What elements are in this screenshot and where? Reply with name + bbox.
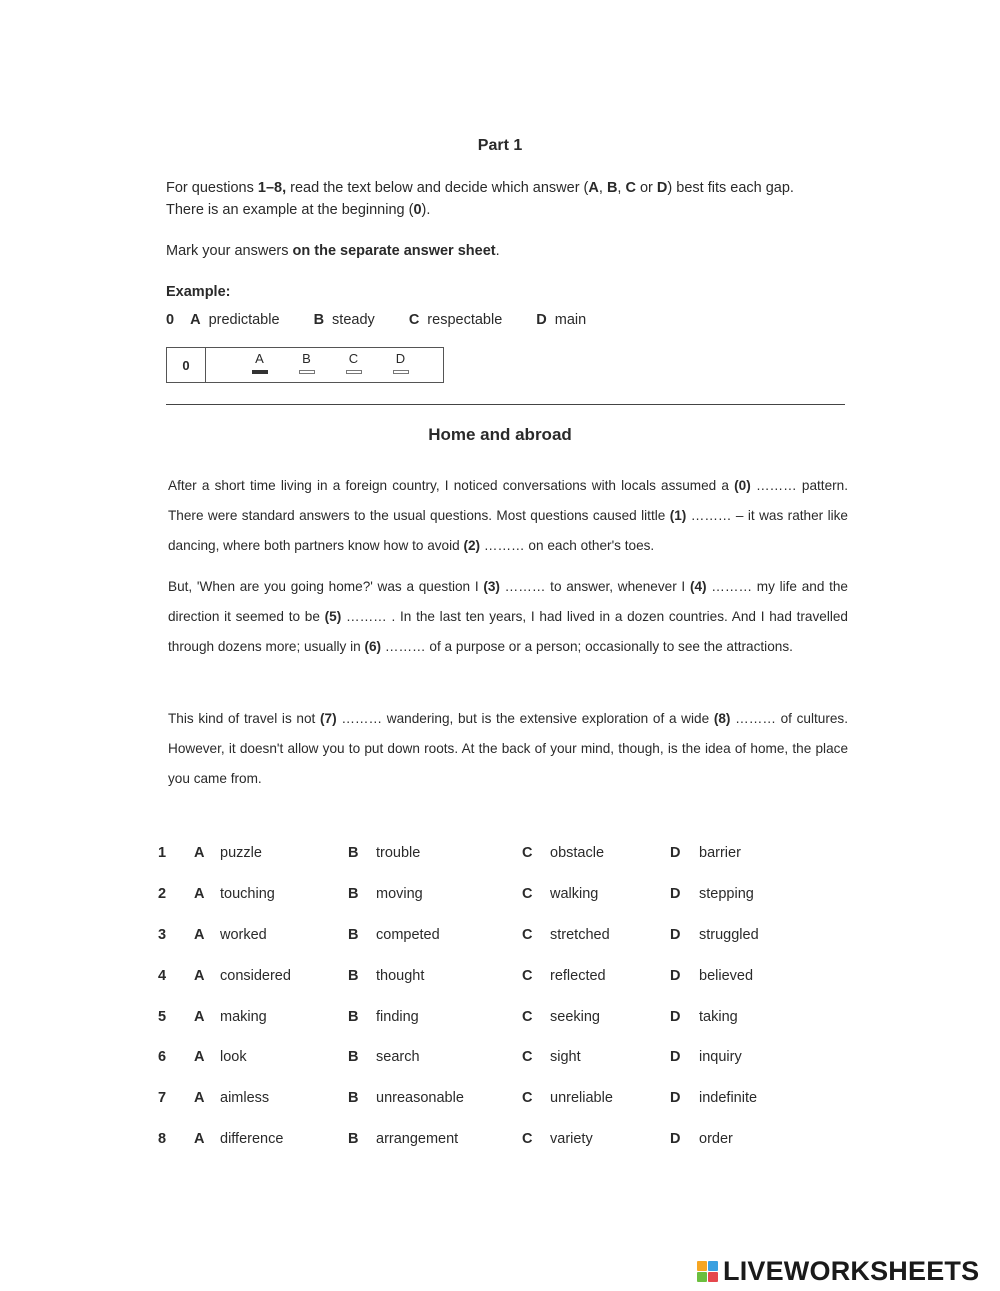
option-letter-b: B: [348, 845, 359, 861]
instr-text: ,: [598, 180, 607, 196]
example-option-d: [536, 312, 586, 328]
option-letter-c: C: [522, 845, 533, 861]
option-word-d[interactable]: believed: [699, 968, 754, 984]
option-word-d[interactable]: inquiry: [699, 1049, 742, 1065]
option-word-c[interactable]: stretched: [550, 927, 610, 943]
answer-mark-empty: [346, 370, 362, 374]
question-row: [158, 1009, 798, 1029]
option-letter-b: B: [348, 1009, 359, 1025]
logo-grid-icon: [697, 1261, 718, 1282]
gap-5: (5): [324, 609, 342, 624]
option-word-c[interactable]: seeking: [550, 1009, 600, 1025]
option-word-b[interactable]: arrangement: [376, 1131, 459, 1147]
para-text: After a short time living in a foreign country, I noticed conversations with locals assumed a: [168, 478, 735, 493]
answer-box-letter: B: [302, 351, 311, 366]
option-letter: D: [536, 312, 547, 328]
option-letter-c: C: [522, 1131, 533, 1147]
option-letter-a: A: [194, 1009, 205, 1025]
logo-square: [697, 1261, 707, 1271]
question-row: [158, 1131, 798, 1151]
option-word-d[interactable]: order: [699, 1131, 733, 1147]
option-word-b[interactable]: unreasonable: [376, 1090, 464, 1106]
question-row: [158, 886, 798, 906]
question-number: 5: [158, 1009, 167, 1025]
option-word-c[interactable]: reflected: [550, 968, 606, 984]
option-letter-b: B: [348, 927, 359, 943]
option-letter-d: D: [670, 886, 681, 902]
example-option-b: [314, 312, 375, 328]
mark-instructions: [166, 241, 500, 261]
gap-7: (7): [320, 711, 337, 726]
answer-mark-filled: [252, 370, 268, 374]
answer-box-option-b[interactable]: [283, 348, 330, 382]
option-word-a[interactable]: aimless: [220, 1090, 270, 1106]
question-number: 8: [158, 1131, 167, 1147]
option-letter-b: B: [348, 1131, 359, 1147]
question-number: 1: [158, 845, 167, 861]
question-row: [158, 927, 798, 947]
para-text: But, 'When are you going home?' was a question I: [168, 579, 484, 594]
question-row: [158, 845, 798, 865]
option-letter-c: C: [522, 1049, 533, 1065]
option-letter-a: A: [194, 886, 205, 902]
answer-mark-empty: [299, 370, 315, 374]
option-word-d[interactable]: struggled: [699, 927, 759, 943]
option-letter-a: A: [194, 1049, 205, 1065]
option-word-a[interactable]: considered: [220, 968, 291, 984]
question-row: [158, 1049, 798, 1069]
instr-letter: D: [656, 180, 668, 196]
instr-text: Mark your answers: [166, 243, 293, 259]
option-word: predictable: [208, 312, 280, 328]
para-text: ……… of a purpose or a person; occasionally to see the attractions.: [381, 639, 793, 654]
gap-1: (1): [669, 508, 687, 523]
answer-mark-empty: [393, 370, 409, 374]
example-option-a: [190, 312, 279, 328]
instr-text: .: [495, 243, 500, 259]
option-word-c[interactable]: variety: [550, 1131, 593, 1147]
option-letter-d: D: [670, 968, 681, 984]
liveworksheets-logo: [697, 1256, 979, 1287]
gap-8: (8): [713, 711, 731, 726]
option-word-b[interactable]: search: [376, 1049, 420, 1065]
question-number: 3: [158, 927, 167, 943]
instructions-line-2: [166, 200, 430, 220]
instr-zero: 0: [413, 202, 422, 218]
option-word-b[interactable]: moving: [376, 886, 423, 902]
option-letter-c: C: [522, 886, 533, 902]
instr-text: For questions: [166, 180, 258, 196]
para-text: ……… my life and the direction it seemed to be: [168, 579, 848, 624]
option-word-d[interactable]: stepping: [699, 886, 754, 902]
option-word-c[interactable]: unreliable: [550, 1090, 613, 1106]
option-letter-a: A: [194, 845, 205, 861]
option-word: respectable: [427, 312, 503, 328]
instructions-line-1: [166, 178, 794, 198]
option-letter: C: [408, 312, 420, 328]
logo-square: [708, 1272, 718, 1282]
option-letter-b: B: [348, 886, 359, 902]
option-letter-b: B: [348, 1049, 359, 1065]
instr-range: 1–8,: [257, 180, 287, 196]
example-option-c: [409, 312, 502, 328]
question-row: [158, 1090, 798, 1110]
option-letter-d: D: [670, 1090, 681, 1106]
option-letter-a: A: [194, 1131, 205, 1147]
option-word-a[interactable]: difference: [220, 1131, 284, 1147]
instr-bold: on the separate answer sheet: [292, 243, 496, 259]
option-word: steady: [332, 312, 375, 328]
option-letter-a: A: [194, 1090, 205, 1106]
option-letter-a: A: [194, 927, 205, 943]
option-letter: B: [313, 312, 325, 328]
instr-letter: A: [588, 180, 599, 196]
option-word-d[interactable]: indefinite: [699, 1090, 758, 1106]
example-answer-box: [166, 347, 444, 383]
question-number: 7: [158, 1090, 167, 1106]
para-text: ……… . In the last ten years, I had lived in a dozen countries. And I had travelled through dozens more; usually in: [168, 609, 848, 654]
example-options: [166, 312, 616, 328]
answer-box-option-a[interactable]: [236, 348, 283, 382]
option-word-a[interactable]: making: [220, 1009, 267, 1025]
para-text: ……… – it was rather like dancing, where both partners know how to avoid: [168, 508, 848, 553]
para-text: ……… of cultures. However, it doesn't allow you to put down roots. At the back of your mind, though, is the idea of home, the place you came from.: [168, 711, 848, 786]
instr-text: ,: [617, 180, 626, 196]
gap-3: (3): [483, 579, 500, 594]
para-text: ……… wandering, but is the extensive exploration of a wide: [336, 711, 714, 726]
paragraph-2: [168, 572, 848, 662]
logo-square: [708, 1261, 718, 1271]
gap-6: (6): [364, 639, 382, 654]
option-letter-c: C: [522, 927, 533, 943]
answer-box-number: 0: [167, 348, 206, 382]
text-title: Home and abroad: [428, 425, 572, 444]
logo-square: [697, 1272, 707, 1282]
paragraph-1: [168, 471, 848, 561]
paragraph-3: [168, 704, 848, 794]
option-word-b[interactable]: finding: [376, 1009, 419, 1025]
option-letter-d: D: [670, 1131, 681, 1147]
option-letter-c: C: [522, 968, 533, 984]
instr-text: read the text below and decide which answer (: [286, 180, 589, 196]
instr-letter: C: [625, 180, 636, 196]
option-word-b[interactable]: competed: [376, 927, 440, 943]
option-letter-c: C: [522, 1009, 533, 1025]
section-divider: [166, 404, 845, 405]
question-number: 2: [158, 886, 167, 902]
answer-box-letter: A: [255, 351, 264, 366]
option-letter-d: D: [670, 927, 681, 943]
option-letter-c: C: [522, 1090, 533, 1106]
answer-box-letter: D: [395, 351, 406, 366]
question-number: 6: [158, 1049, 167, 1065]
instr-text: ).: [421, 202, 431, 218]
option-word-d[interactable]: barrier: [699, 845, 741, 861]
gap-0: (0): [734, 478, 751, 493]
option-word-a[interactable]: puzzle: [220, 845, 262, 861]
para-text: ……… pattern. There were standard answers to the usual questions. Most questions caused little: [168, 478, 848, 523]
option-word-c[interactable]: obstacle: [550, 845, 605, 861]
page-title: Part 1: [477, 137, 523, 154]
instr-letter: B: [606, 180, 618, 196]
instr-text: There is an example at the beginning (: [166, 202, 414, 218]
option-word-a[interactable]: worked: [220, 927, 267, 943]
option-letter: A: [190, 312, 201, 328]
question-row: [158, 968, 798, 988]
option-letter-a: A: [194, 968, 205, 984]
para-text: This kind of travel is not: [168, 711, 321, 726]
answer-box-option-c[interactable]: [330, 348, 377, 382]
option-word-b[interactable]: trouble: [376, 845, 421, 861]
option-letter-b: B: [348, 968, 359, 984]
example-number: 0: [166, 312, 175, 328]
para-text: ……… on each other's toes.: [480, 538, 655, 553]
option-letter-d: D: [670, 1009, 681, 1025]
answer-box-option-d[interactable]: [377, 348, 424, 382]
option-word-c[interactable]: sight: [550, 1049, 581, 1065]
question-number: 4: [158, 968, 167, 984]
example-label: Example:: [166, 284, 231, 300]
option-word-b[interactable]: thought: [376, 968, 425, 984]
option-letter-d: D: [670, 1049, 681, 1065]
para-text: ……… to answer, whenever I: [499, 579, 690, 594]
option-word-d[interactable]: taking: [699, 1009, 738, 1025]
option-word-a[interactable]: touching: [220, 886, 275, 902]
option-word: main: [554, 312, 587, 328]
instr-text: ) best fits each gap.: [667, 180, 794, 196]
gap-4: (4): [689, 579, 707, 594]
answer-box-letter: C: [348, 351, 359, 366]
option-word-a[interactable]: look: [220, 1049, 247, 1065]
gap-2: (2): [463, 538, 481, 553]
instr-text: or: [635, 180, 657, 196]
option-word-c[interactable]: walking: [550, 886, 599, 902]
option-letter-d: D: [670, 845, 681, 861]
option-letter-b: B: [348, 1090, 359, 1106]
logo-text: LIVEWORKSHEETS: [723, 1256, 980, 1286]
